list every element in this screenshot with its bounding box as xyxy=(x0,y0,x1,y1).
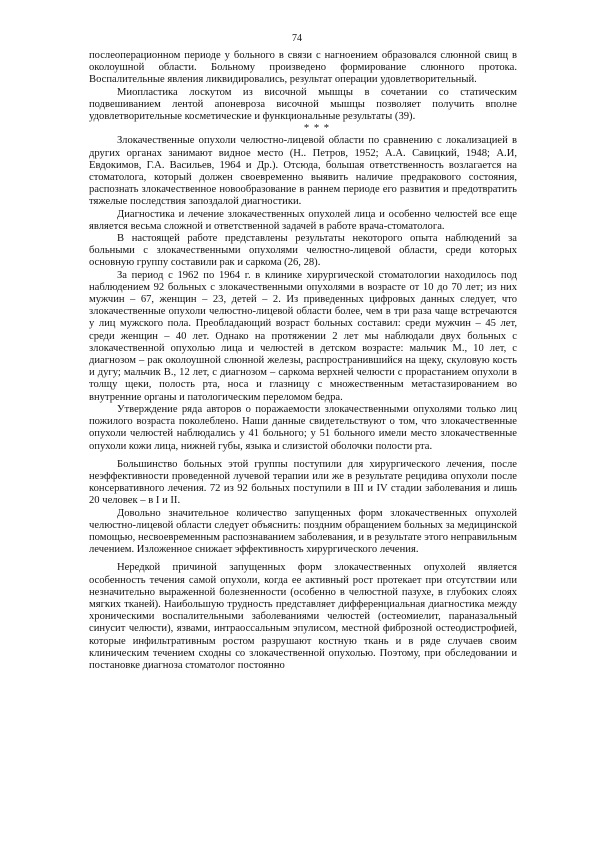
paragraph: Большинство больных этой группы поступили для хирургического лечения, после неэффективности проведенной лучевой терапии или же в результате рецидива опухоли после консервативного лечения. 72 из 92 больных поступили в III и IV стадии заболевания и лишь 20 человек – в I и II. xyxy=(89,458,517,507)
paragraph: Довольно значительное количество запущенных форм злокачественных опухолей челюстно-лицевой области следует объяснить: поздним обращением больных за медицинской помощью, несвоевременным распознаванием заболевания, и в результате этого неправильным лечением. Изложенное снижает эффективность хирургического лечения. xyxy=(89,507,517,556)
paragraph: В настоящей работе представлены результаты некоторого опыта наблюдений за больными с злокачественными опухолями челюстно-лицевой области, среди которых основную группу составили рак и саркома (26, 28). xyxy=(89,233,517,269)
paragraph: Нередкой причиной запущенных форм злокачественных опухолей является особенность течения самой опухоли, когда ее активный рост протекает при отсутствии или незначительно выраженной болезненности (особенно в челюстной пазухе, в глубоких слоях мягких тканей). Наибольшую трудность представляет дифференциальная диагностика между хроническими воспалительными заболеваниями челюстей (остеомиелит, параназальный синусит челюсти), язвами, интраоссальным эпулисом, местной фиброзной остеодистрофией, которые инфильтративным ростом разрушают костную ткань и в ряде случаев своим клиническим течением сходны со злокачественной опухолью. Поэтому, при обследовании и постановке диагноза стоматолог постоянно xyxy=(89,562,517,671)
section-separator: * * * xyxy=(303,123,331,135)
page-body xyxy=(89,50,517,672)
paragraph: Утверждение ряда авторов о поражаемости злокачественными опухолями только лиц пожилого возраста поколеблено. Наши данные свидетельствуют о том, что злокачественные опухоли челюстей наблюдались у 41 больного; у 51 больного имели место злокачественные опухоли кожи лица, нижней губы, языка и слизистой оболочки полости рта. xyxy=(89,403,517,452)
page-number: 74 xyxy=(292,33,302,44)
paragraph: Злокачественные опухоли челюстно-лицевой области по сравнению с локализацией в других органах занимают видное место (Н.. Петров, 1952; А.А. Савицкий, 1948; А.И, Евдокимов, Г.А. Васильев, 1964 и Др.). Отсюда, большая ответственность возлагается на стоматолога, который должен своевременно выявить наличие предракового состояния, распознать злокачественное новообразование в раннем периоде его развития и предотвратить тяжелые последствия запоздалой диагностики. xyxy=(89,135,517,208)
paragraph: Миопластика лоскутом из височной мышцы в сочетании со статическим подвешиванием лентой апоневроза височной мышцы позволяет получить вполне удовлетворительные косметические и функциональные результаты (39). xyxy=(89,86,517,123)
paragraph: Диагностика и лечение злокачественных опухолей лица и особенно челюстей все еще является весьма сложной и ответственной задачей в работе врача-стоматолога. xyxy=(89,208,517,232)
paragraph: послеоперационном периоде у больного в связи с нагноением образовался слюнной свищ в околоушной области. Больному произведено формирование слюнного протока. Воспалительные явления ликвидировались, результат операции удовлетворительный. xyxy=(89,50,517,86)
paragraph: За период с 1962 по 1964 г. в клинике хирургической стоматологии находилось под наблюдением 92 больных с злокачественными опухолями в возрасте от 10 до 70 лет; из них мужчин – 67, женщин – 23, детей – 2. Из приведенных цифровых данных следует, что злокачественные опухоли челюстно-лицевой области более, чем в три раза чаще встречаются у лиц мужского пола. Преобладающий возраст больных составил: среди мужчин – 45 лет, среди женщин – 40 лет. Однако на протяжении 2 лет мы наблюдали двух больных с злокачественной опухолью лица и челюстей в детском возрасте: мальчик М., 10 лет, с диагнозом – рак околоушной слюнной железы, распространившийся на щеку, скуловую кость и дугу; мальчик В., 12 лет, с диагнозом – саркома верхней челюсти с прорастанием опухоли в толщу щеки, полость рта, носа и глазницу с множественным метастазированием во внутренние органы и патологическим переломом бедра. xyxy=(89,269,517,403)
